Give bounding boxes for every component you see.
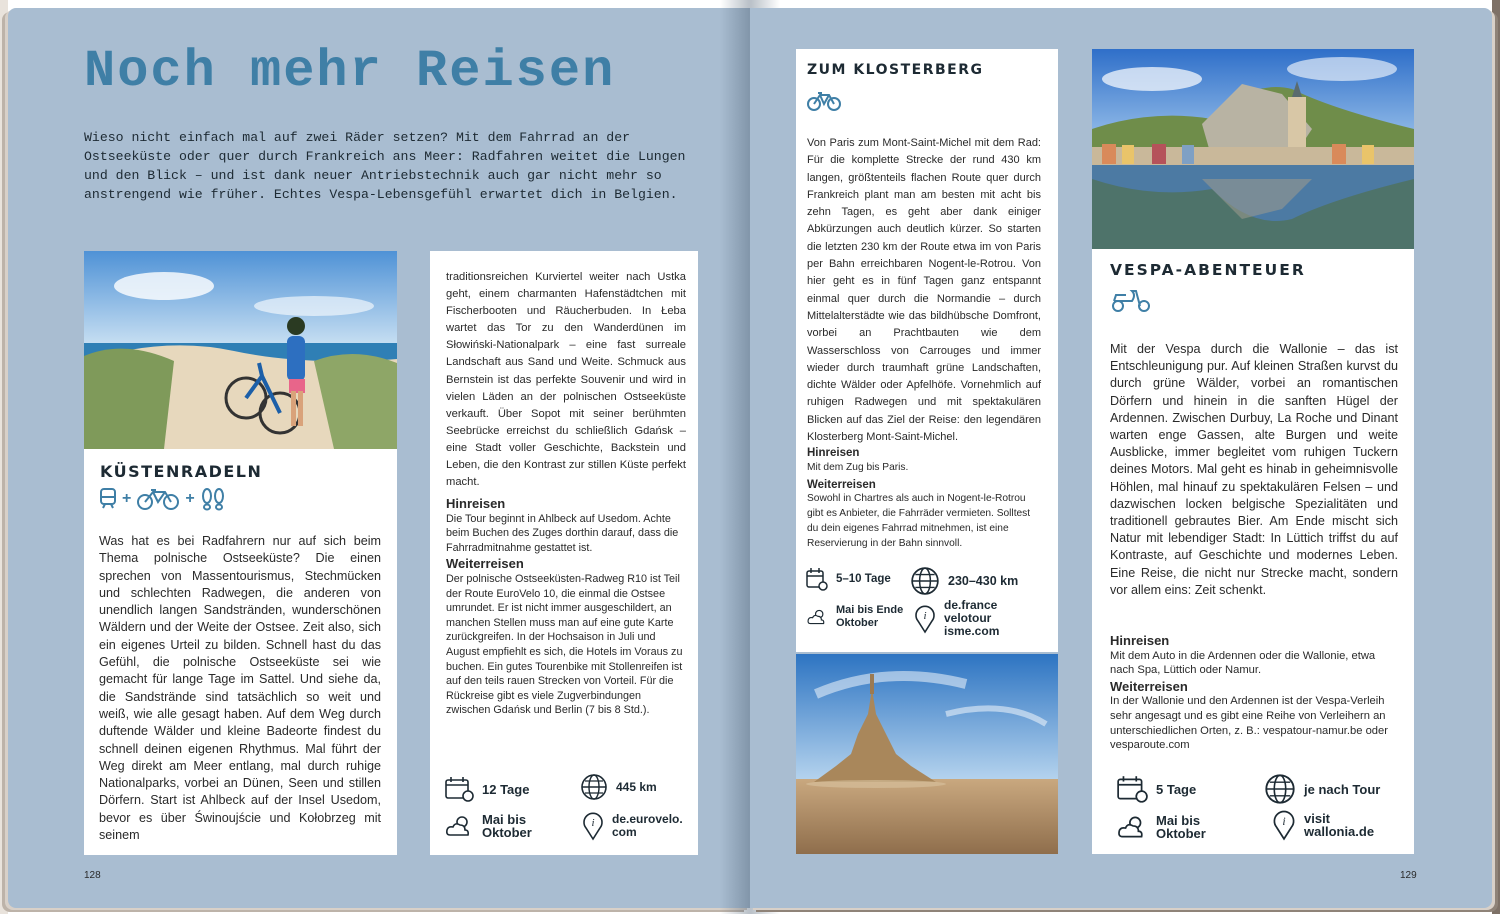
svg-text:i: i bbox=[923, 609, 927, 622]
calendar-icon bbox=[444, 776, 474, 802]
sun-cloud-icon bbox=[444, 813, 474, 839]
globe-icon bbox=[910, 566, 940, 596]
fact-duration-text: 12 Tage bbox=[482, 781, 530, 797]
card-kuestenradeln bbox=[84, 251, 397, 855]
weiterreisen-text: Der polnische Ostseeküsten-Radweg R10 ist Teil der Route EuroVelo 10, die einmal die Ostsee umrundet. Er ist nicht immer ausgeschildert, an manchen Stellen muss man auf eine gute Karte zurückgreifen. In der Hochsaison in Juli und August empfiehlt es sich, die Hotels im Voraus zu buchen. Ein gutes Tourenbike mit Stollenreifen ist auf den teils rauen Strecken von Vorteil. Für die Rückreise gibt es viele Zugverbindungen zwischen Gdańsk und Berlin (7 bis 8 Std.). bbox=[446, 572, 683, 717]
hinreisen-label: Hinreisen bbox=[807, 447, 860, 459]
fact-link-text[interactable]: visit wallonia.de bbox=[1304, 811, 1375, 839]
weiterreisen-text: Sowohl in Chartres als auch in Nogent-le-Rotrou gibt es Anbieter, die Fahrräder vermieten. Solltest du dein eigenes Fahrrad mitnehmen, ist eine Reservierung in der Bahn sinnvoll. bbox=[807, 493, 1031, 549]
fact-distance-text: 445 km bbox=[616, 779, 657, 794]
card-body-kuestenradeln: Was hat es bei Radfahrern nur auf sich beim Thema polnische Ostseeküste? Die einen sprechen von Massentourismus, Stechmücken und schlechten Radwegen, die anderen von unendlich langen Sandstränden, wunderschönen Wäldern und der Weite der Ostsee. Zeit also, sich ein eigenes Urteil zu bilden. Schnell hast du das Gefühl, die polnische Ostseeküste sei wie gemacht für lange Tage im Sattel. Und siehe da, die Sandstrände sind tatsächlich so weit und weiß, wie alle gesagt haben. Auf dem Weg durch duftende Wälder und kleine Badeorte findest du schnell deinen eigenen Rhythmus. Mal führt der Weg direkt am Meer entlang, mal durch ruhige Nationalparks, vorbei an Dünen, Seen und stillen Dörfern. Start ist Ahlbeck auf der Insel Usedom, bevor es über Świnoujście und Kołobrzeg mit seinem bbox=[99, 534, 381, 843]
photo-mont-saint-michel bbox=[796, 654, 1058, 854]
page-number-left: 128 bbox=[84, 870, 101, 881]
sun-cloud-icon bbox=[806, 605, 828, 629]
svg-text:i: i bbox=[1282, 815, 1286, 828]
fact-link[interactable] bbox=[914, 599, 1020, 638]
train-icon bbox=[98, 487, 118, 511]
svg-text:i: i bbox=[591, 817, 595, 829]
calendar-icon bbox=[1116, 775, 1148, 803]
intro-paragraph: Wieso nicht einfach mal auf zwei Räder setzen? Mit dem Fahrrad an der Ostseeküste oder quer durch Frankreich ans Meer: Radfahren weitet die Lungen und den Blick – und ist dank neuer Antriebstechnik auch gar nicht mehr so anstrengend wie früher. Echtes Vespa-Lebensgefühl erwartet dich in Belgien. bbox=[84, 130, 686, 202]
footprints-icon bbox=[199, 487, 227, 511]
info-pin-icon bbox=[914, 603, 936, 635]
card-kuestenradeln-cont bbox=[430, 251, 698, 855]
travel-info-kuesten bbox=[446, 497, 686, 718]
fact-link[interactable] bbox=[582, 811, 682, 841]
fact-duration-text: 5 Tage bbox=[1156, 781, 1197, 797]
plus-sign: + bbox=[185, 490, 195, 507]
weiterreisen-label: Weiterreisen bbox=[1110, 678, 1188, 694]
card-title-vespa: VESPA-ABENTEUER bbox=[1110, 261, 1306, 279]
fact-duration bbox=[806, 567, 891, 591]
fact-distance bbox=[910, 566, 1018, 596]
fact-duration-text: 5–10 Tage bbox=[836, 572, 891, 585]
weiterreisen-label: Weiterreisen bbox=[446, 556, 524, 572]
page-edges-right bbox=[1492, 0, 1500, 914]
photo-dinant bbox=[1092, 49, 1414, 249]
fact-distance bbox=[580, 773, 657, 801]
globe-icon bbox=[580, 773, 608, 801]
photo-beach-cyclist bbox=[84, 251, 397, 449]
page-edges-left bbox=[0, 0, 8, 914]
hinreisen-text: Mit dem Zug bis Paris. bbox=[807, 461, 909, 473]
card-body-klosterberg: Von Paris zum Mont-Saint-Michel mit dem Rad: Für die komplette Strecke der rund 430 km langen, größtenteils flachen Route quer durch Frankreich plant man am besten mit acht bis zehn Tagen, es geht aber dank einiger Abkürzungen auch deutlich kürzer. So starten die letzten 230 km der Route etwa im von Paris per Bahn erreichbaren Nogent-le-Rotrou. Von hier geht es in fünf Tagen ganz entspannt einmal quer durch die Normandie – durch Mittelalterstädte wie das bildhübsche Domfront, vorbei an Prachtbauten wie dem Wasserschloss von Carrouges und immer wieder durch traumhaft grüne Landschaften, dichte Wälder oder Apfelhöfe. Vornehmlich auf ruhigen Radwegen und mit spektakulären Blicken auf das Ziel der Reise: den legendären Klosterberg Mont-Saint-Michel. bbox=[807, 137, 1041, 444]
fact-duration bbox=[1116, 775, 1196, 803]
card-klosterberg bbox=[796, 49, 1058, 854]
weiterreisen-label: Weiterreisen bbox=[807, 478, 876, 491]
fact-season-text: Mai bis Ende Oktober bbox=[836, 604, 904, 629]
fact-link-text[interactable]: de.france velotour isme.com bbox=[944, 598, 1000, 638]
fact-link-text[interactable]: de.eurovelo. com bbox=[612, 812, 683, 839]
bicycle-icon bbox=[806, 89, 842, 113]
fact-distance bbox=[1264, 773, 1380, 805]
card-vespa bbox=[1092, 49, 1414, 854]
card-body-cont: traditionsreichen Kurviertel weiter nach Ustka geht, einem charmanten Hafenstädtchen mit Fischerbooten und Räucherbuden. In Łeba wartet das Tor zu den Wanderdünen im Słowiński-Nationalpark – eine fast surreale Landschaft aus Sand und Weite. Schmuck aus Bernstein ist das perfekte Souvenir und wird in vielen Läden an der polnischen Ostseeküste verkauft. Über Sopot mit seiner berühmten Seebrücke erreichst du schließlich Gdańsk – eine Stadt voller Geschichte, Backstein und Leben, die den Kontrast zur stillen Küste perfekt macht. bbox=[446, 271, 686, 489]
hinreisen-text: Mit dem Auto in die Ardennen oder die Wallonie, etwa nach Spa, Lüttich oder Namur. bbox=[1110, 649, 1376, 677]
spread-headline: Noch mehr Reisen bbox=[84, 42, 616, 101]
hinreisen-label: Hinreisen bbox=[1110, 633, 1170, 648]
plus-sign: + bbox=[122, 490, 132, 507]
card-title-klosterberg: ZUM KLOSTERBERG bbox=[807, 62, 984, 78]
weiterreisen-text: In der Wallonie und den Ardennen ist der Vespa-Verleih sehr angesagt und es gibt eine Reihe von Verleihern an unterschiedlichen Orten, z. B.: vespatour-namur.be oder vesparoute.com bbox=[1110, 695, 1388, 752]
fact-season-text: Mai bis Oktober bbox=[1156, 813, 1206, 841]
fact-season bbox=[444, 813, 552, 839]
hinreisen-text: Die Tour beginnt in Ahlbeck auf Usedom. Achte beim Buchen des Zuges dorthin darauf, dass die Fahrradmitnahme gestattet ist. bbox=[446, 512, 679, 554]
fact-season-text: Mai bis Oktober bbox=[482, 812, 532, 840]
fact-distance-text: je nach Tour bbox=[1304, 781, 1381, 797]
hinreisen-label: Hinreisen bbox=[446, 496, 506, 511]
bicycle-icon bbox=[135, 487, 181, 511]
scooter-icon bbox=[1110, 287, 1152, 313]
sun-cloud-icon bbox=[1116, 813, 1148, 841]
calendar-icon bbox=[806, 567, 828, 591]
travel-info-vespa bbox=[1110, 634, 1400, 753]
page-right bbox=[750, 8, 1492, 908]
info-pin-icon bbox=[582, 811, 604, 841]
info-pin-icon bbox=[1272, 809, 1296, 841]
globe-icon bbox=[1264, 773, 1296, 805]
fact-distance-text: 230–430 km bbox=[948, 573, 1019, 588]
page-number-right: 129 bbox=[1400, 870, 1417, 881]
card-title-kuestenradeln: KÜSTENRADELN bbox=[100, 462, 263, 481]
page-left bbox=[8, 8, 750, 908]
fact-season bbox=[1116, 813, 1226, 841]
fact-duration bbox=[444, 776, 529, 802]
travel-info-kloster bbox=[807, 446, 1041, 552]
transport-icons bbox=[98, 487, 227, 511]
fact-season bbox=[806, 604, 906, 630]
fact-link[interactable] bbox=[1272, 809, 1394, 841]
card-body-vespa: Mit der Vespa durch die Wallonie – das ist Entschleunigung pur. Auf kleinen Straßen kurvst du durch grüne Wälder, vorbei an romantischen Dörfern und hinein in die sanften Hügel der Ardennen. Zwischen Durbuy, La Roche und Dinant warten enge Gassen, alte Burgen und weite Ausblicke, immer begleitet vom ruhigen Tuckern deines Motors. Mal geht es hinab in geheimnisvolle Höhlen, mal hinauf zu spektakulären Felsen – und dazwischen locken belgische Spezialitäten und traditionell gebrautes Bier. Am Ende mischt sich Natur mit lebendiger Stadt: In Lüttich triffst du auf Kontraste, auf Geschichte und modernes Leben. Eine Reise, die nicht nur Strecke macht, sondern vor allem eins: Zeit schenkt. bbox=[1110, 342, 1398, 597]
